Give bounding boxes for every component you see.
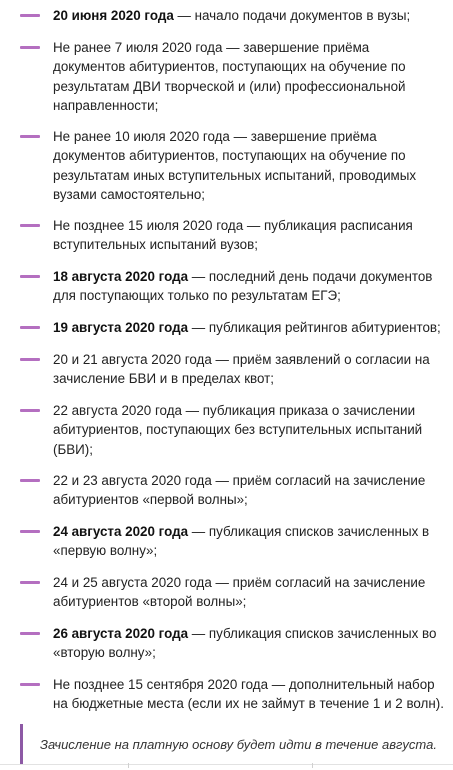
timeline-text: 24 и 25 августа 2020 года — приём согласий на зачисление абитуриентов «второй волны»; xyxy=(53,575,426,610)
timeline-text: 22 и 23 августа 2020 года — приём согласий на зачисление абитуриентов «первой волны»; xyxy=(53,473,426,508)
timeline-text: Не позднее 15 сентября 2020 года — дополнительный набор на бюджетные места (если их не займут в течение 1 и 2 волн). xyxy=(53,677,444,712)
timeline-item xyxy=(0,675,453,725)
timeline-item xyxy=(0,471,453,522)
list-dash-marker xyxy=(20,632,40,635)
timeline-text: Не ранее 7 июля 2020 года — завершение приёма документов абитуриентов, поступающих на обучение по результатам ДВИ творческой и (или) профессиональной направленности; xyxy=(53,40,406,114)
timeline-text: 20 и 21 августа 2020 года — приём заявлений о согласии на зачисление БВИ и в пределах квот; xyxy=(53,352,430,387)
timeline-item xyxy=(0,401,453,471)
timeline-text: 22 августа 2020 года — публикация приказа о зачислении абитуриентов, поступающих без вступительных испытаний (БВИ); xyxy=(53,403,423,457)
list-dash-marker xyxy=(20,135,40,138)
timeline-item xyxy=(0,350,453,401)
timeline-item xyxy=(0,38,453,127)
timeline-text: — начало подачи документов в вузы; xyxy=(173,8,411,23)
timeline-text: Не ранее 10 июля 2020 года — завершение приёма документов абитуриентов, поступающих на обучение по результатам иных вступительных испытаний, проводимых вузами самостоятельно; xyxy=(53,129,417,203)
divider-tick xyxy=(312,763,313,768)
timeline-date: 26 августа 2020 года xyxy=(53,626,189,641)
timeline-item xyxy=(0,267,453,318)
list-dash-marker xyxy=(20,581,40,584)
timeline-date: 20 июня 2020 года xyxy=(53,8,174,23)
timeline-item xyxy=(0,127,453,216)
list-dash-marker xyxy=(20,683,40,686)
timeline-text: — публикация списков зачисленных в «первую волну»; xyxy=(53,524,430,559)
list-dash-marker xyxy=(20,409,40,412)
timeline-text: — публикация списков зачисленных во «вторую волну»; xyxy=(53,626,437,661)
timeline-text: — публикация рейтингов абитуриентов; xyxy=(188,320,441,335)
list-dash-marker xyxy=(20,46,40,49)
timeline-text: — последний день подачи документов для поступающих только по результатам ЕГЭ; xyxy=(53,269,433,304)
list-dash-marker xyxy=(20,358,40,361)
list-dash-marker xyxy=(20,14,40,17)
list-dash-marker xyxy=(20,326,40,329)
list-dash-marker xyxy=(20,479,40,482)
list-dash-marker xyxy=(20,275,40,278)
timeline-item xyxy=(0,573,453,624)
timeline-date: 18 августа 2020 года xyxy=(53,269,189,284)
timeline-item xyxy=(0,624,453,675)
timeline-item xyxy=(0,318,453,350)
list-dash-marker xyxy=(20,530,40,533)
timeline-item xyxy=(0,216,453,267)
bottom-divider xyxy=(0,764,453,765)
timeline-item xyxy=(0,6,453,38)
list-dash-marker xyxy=(20,224,40,227)
divider-tick xyxy=(128,763,129,768)
payment-note-quote xyxy=(20,724,443,764)
timeline-date: 24 августа 2020 года xyxy=(53,524,189,539)
payment-note-text: Зачисление на платную основу будет идти в течение августа. xyxy=(40,737,437,752)
admission-timeline-list xyxy=(0,6,453,725)
timeline-item xyxy=(0,522,453,573)
timeline-text: Не позднее 15 июля 2020 года — публикация расписания вступительных испытаний вузов; xyxy=(53,218,413,253)
timeline-date: 19 августа 2020 года xyxy=(53,320,189,335)
